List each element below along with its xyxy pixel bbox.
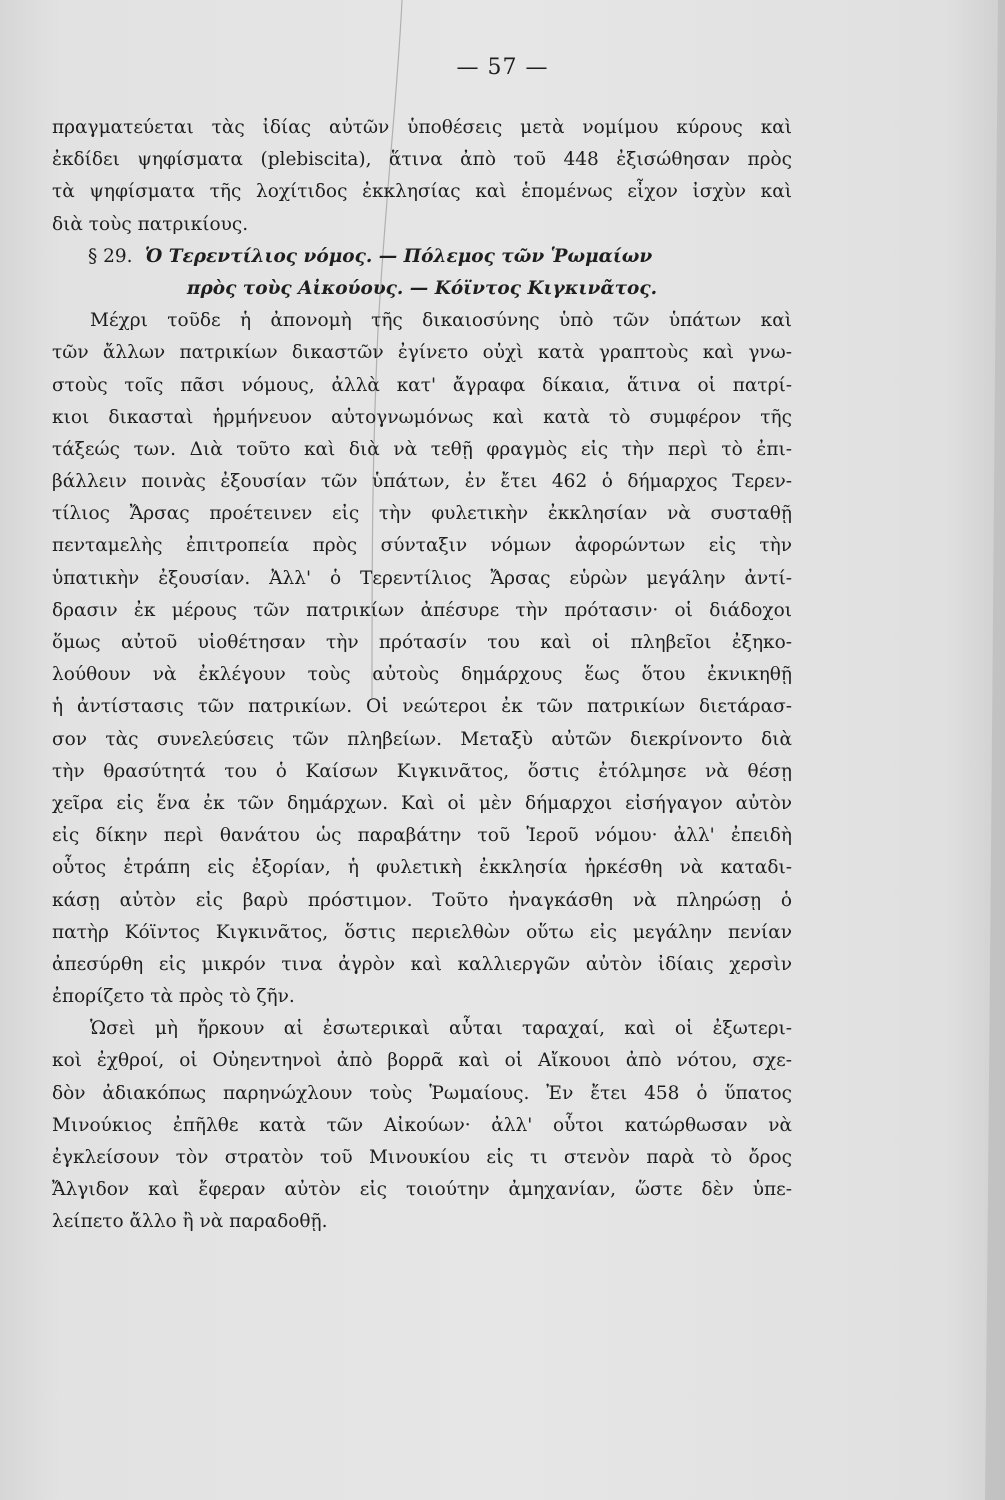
paragraph-line: λείπετο ἄλλο ἢ νὰ παραδοθῇ. [52, 1211, 328, 1233]
paragraph-line: τάξεώς των. Διὰ τοῦτο καὶ διὰ νὰ τεθῇ φραγμὸς εἰς τὴν περὶ τὸ ἐπι- [52, 438, 792, 460]
paragraph-line: ἡ ἀντίστασις τῶν πατρικίων. Οἱ νεώτεροι ἐκ τῶν πατρικίων διετάρασ- [52, 696, 792, 718]
text-line: τὰ ψηφίσματα τῆς λοχίτιδος ἐκκλησίας καὶ ἑπομένως εἶχον ἰσχὺν καὶ [52, 181, 792, 203]
section-heading [52, 241, 792, 273]
paragraph-line: ἐγκλείσουν τὸν στρατὸν τοῦ Μινουκίου εἰς τι στενὸν παρὰ τὸ ὄρος [52, 1147, 792, 1168]
section-title-line1: Ὁ Τερεντίλιος νόμος. — Πόλεμος τῶν Ῥωμαίων [145, 245, 653, 267]
paragraph-line: Ἄλγιδον καὶ ἔφεραν αὐτὸν εἰς τοιούτην ἀμηχανίαν, ὥστε δὲν ὑπε- [52, 1179, 792, 1201]
paragraph-line: σον τὰς συνελεύσεις τῶν πληβείων. Μεταξὺ αὐτῶν διεκρίνοντο διὰ [52, 728, 792, 750]
paragraph-line: κιοι δικασταὶ ἡρμήνευον αὐτογνωμόνως καὶ κατὰ τὸ συμφέρον τῆς [52, 406, 792, 428]
paragraph-line: δρασιν ἐκ μέρους τῶν πατρικίων ἀπέσυρε τὴν πρότασιν· οἱ διάδοχοι [52, 599, 792, 621]
paragraph-line: στοὺς τοῖς πᾶσι νόμους, ἀλλὰ κατ' ἄγραφα δίκαια, ἅτινα οἱ πατρί- [52, 374, 792, 396]
paragraph-line: Μινούκιος ἐπῆλθε κατὰ τῶν Αἰκούων· ἀλλ' οὗτοι κατώρθωσαν νὰ [52, 1114, 792, 1136]
paragraph-line: πενταμελὴς ἐπιτροπεία πρὸς σύνταξιν νόμων ἀφορώντων εἰς τὴν [52, 535, 792, 557]
paragraph-line: Μέχρι τοῦδε ἡ ἀπονομὴ τῆς δικαιοσύνης ὑπὸ τῶν ὑπάτων καὶ [90, 310, 792, 332]
paragraph-line: ὅμως αὐτοῦ υἱοθέτησαν τὴν πρότασίν του καὶ οἱ πληβεῖοι ἐξηκο- [52, 632, 792, 653]
paragraph-line: λούθουν νὰ ἐκλέγουν τοὺς αὐτοὺς δημάρχους ἕως ὅτου ἐκνικηθῇ [52, 664, 792, 686]
text-line: πραγματεύεται τὰς ἰδίας αὐτῶν ὑποθέσεις μετὰ νομίμου κύρους καὶ [52, 117, 792, 138]
section-marker: § 29. [88, 245, 133, 267]
paragraph-line: ἐπορίζετο τὰ πρὸς τὸ ζῆν. [52, 986, 295, 1008]
text-line: διὰ τοὺς πατρικίους. [52, 213, 249, 235]
paragraph-line: οὗτος ἐτράπη εἰς ἐξορίαν, ἡ φυλετικὴ ἐκκλησία ἠρκέσθη νὰ καταδι- [52, 857, 792, 879]
paragraph-line: ἀπεσύρθη εἰς μικρόν τινα ἀγρὸν καὶ καλλιεργῶν αὐτὸν ἰδίαις χερσὶν [52, 953, 792, 975]
paragraph-line: Ὡσεὶ μὴ ἤρκουν αἱ ἐσωτερικαὶ αὗται ταραχαί, καὶ οἱ ἐξωτερι- [90, 1018, 792, 1040]
section-title-line2: πρὸς τοὺς Αἰκούους. — Κόϊντος Κιγκινᾶτος. [186, 277, 658, 299]
paragraph-line: πατὴρ Κόϊντος Κιγκινᾶτος, ὅστις περιελθὼν οὕτω εἰς μεγάλην πενίαν [52, 921, 792, 943]
text-line: ἐκδίδει ψηφίσματα (plebiscita), ἅτινα ἀπὸ τοῦ 448 ἐξισώθησαν πρὸς [52, 149, 792, 171]
paragraph-line: τίλιος Ἄρσας προέτεινεν εἰς τὴν φυλετικὴν ἐκκλησίαν νὰ συσταθῇ [52, 503, 792, 525]
paragraph-line: κοὶ ἐχθροί, οἱ Οὐηεντηνοὶ ἀπὸ βορρᾶ καὶ οἱ Αἴκουοι ἀπὸ νότου, σχε- [52, 1050, 792, 1072]
paragraph-line: τὴν θρασύτητά του ὁ Καίσων Κιγκινᾶτος, ὅστις ἐτόλμησε νὰ θέσῃ [52, 760, 792, 782]
paragraph-line: εἰς δίκην περὶ θανάτου ὡς παραβάτην τοῦ Ἱεροῦ νόμου· ἀλλ' ἐπειδὴ [52, 825, 792, 847]
paragraph-line: δὸν ἀδιακόπως παρηνώχλουν τοὺς Ῥωμαίους. Ἐν ἔτει 458 ὁ ὕπατος [52, 1082, 792, 1104]
page-number: — 57 — [456, 55, 549, 80]
paragraph-line: βάλλειν ποινὰς ἐξουσίαν τῶν ὑπάτων, ἐν ἔτει 462 ὁ δήμαρχος Τερεν- [52, 471, 792, 493]
paragraph-line: χεῖρα εἰς ἕνα ἐκ τῶν δημάρχων. Καὶ οἱ μὲν δήμαρχοι εἰσήγαγον αὐτὸν [52, 792, 792, 814]
body-text [52, 112, 792, 1239]
paragraph-line: κάσῃ αὐτὸν εἰς βαρὺ πρόστιμον. Τοῦτο ἠναγκάσθη νὰ πληρώσῃ ὁ [52, 889, 792, 911]
paragraph-line: ὑπατικὴν ἐξουσίαν. Ἀλλ' ὁ Τερεντίλιος Ἄρσας εὑρὼν μεγάλην ἀντί- [52, 567, 792, 589]
paragraph-line: τῶν ἄλλων πατρικίων δικαστῶν ἐγίνετο οὐχὶ κατὰ γραπτοὺς καὶ γνω- [52, 342, 792, 364]
